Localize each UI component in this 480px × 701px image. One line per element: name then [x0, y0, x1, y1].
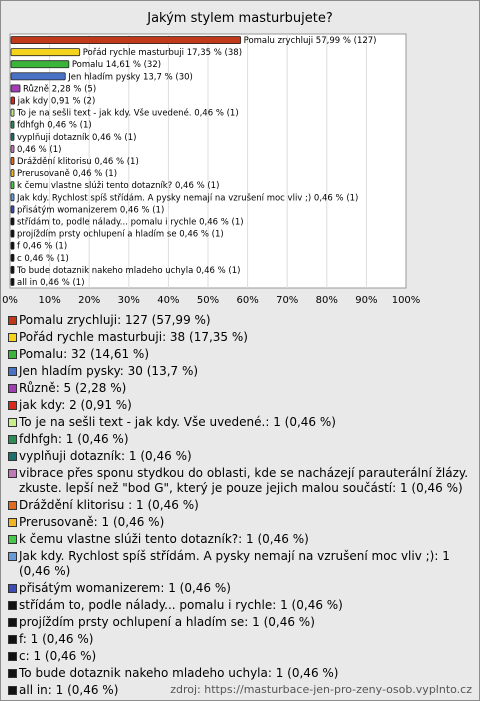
- bar-label: střídám to, podle nálady... pomalu i rychle 0,46 % (1): [17, 217, 244, 228]
- bar-label: c 0,46 % (1): [17, 253, 69, 264]
- x-tick-label: 30%: [117, 295, 140, 306]
- legend-swatch: [8, 367, 17, 376]
- legend-label: k čemu vlastne slúži tento dotazník?: 1 (0,46 %): [19, 532, 309, 546]
- x-tick-label: 40%: [157, 295, 180, 306]
- bar-label: Jen hladím pysky 13,7 % (30): [68, 72, 193, 83]
- bar: [11, 133, 14, 140]
- legend-label: střídám to, podle nálady... pomalu i rychle: 1 (0,46 %): [19, 598, 343, 612]
- legend-item: [8, 398, 474, 413]
- legend-item: [8, 532, 474, 547]
- legend-item: [8, 632, 474, 647]
- bar-label: projíždím prsty ochlupení a hladím se 0,46 % (1): [17, 229, 224, 240]
- legend-item: [8, 432, 474, 447]
- legend-swatch: [8, 686, 17, 695]
- x-tick-label: 70%: [276, 295, 299, 306]
- legend-label: all in: 1 (0,46 %): [19, 683, 119, 697]
- legend-swatch: [8, 584, 17, 593]
- bar: [11, 109, 14, 116]
- legend-item: [8, 649, 474, 664]
- legend-swatch: [8, 552, 17, 561]
- bar: [11, 182, 14, 189]
- legend-swatch: [8, 652, 17, 661]
- bar: [11, 37, 241, 44]
- bar-label: Pořád rychle masturbuji 17,35 % (38): [82, 48, 243, 59]
- legend-swatch: [8, 635, 17, 644]
- legend-label: fdhfgh: 1 (0,46 %): [19, 432, 129, 446]
- x-tick-label: 0%: [2, 295, 18, 306]
- legend-swatch: [8, 501, 17, 510]
- bar: [11, 73, 65, 80]
- bar-label: jak kdy 0,91 % (2): [17, 96, 96, 107]
- legend-label: To je na sešli text - jak kdy. Vše uvedené.: 1 (0,46 %): [19, 415, 336, 429]
- bar: [11, 230, 14, 237]
- source-footer: zdroj: https://masturbace-jen-pro-zeny-osob.vyplnto.cz: [170, 683, 472, 696]
- legend-item: [8, 615, 474, 630]
- bar-label: vyplňuji dotazník 0,46 % (1): [17, 132, 137, 143]
- legend-label: Jak kdy. Rychlost spíš střídám. A pysky nemají na vzrušení moc vliv ;): 1 (0,46 %): [19, 549, 450, 578]
- legend-label: přisátým womanizerem: 1 (0,46 %): [19, 581, 231, 595]
- x-tick-label: 20%: [78, 295, 101, 306]
- legend-label: Pořád rychle masturbuji: 38 (17,35 %): [19, 330, 248, 344]
- x-tick-label: 100%: [391, 295, 421, 306]
- legend-swatch: [8, 333, 17, 342]
- bar: [11, 206, 14, 213]
- legend-label: Pomalu zrychluji: 127 (57,99 %): [19, 313, 211, 327]
- legend-swatch: [8, 452, 17, 461]
- legend-swatch: [8, 384, 17, 393]
- bar: [11, 242, 14, 249]
- bar: [11, 254, 14, 261]
- bar-label: f 0,46 % (1): [17, 241, 68, 252]
- legend-item: [8, 515, 474, 530]
- legend-item: [8, 381, 474, 396]
- legend-swatch: [8, 401, 17, 410]
- bar-label: k čemu vlastne slúži tento dotazník? 0,46 % (1): [17, 181, 220, 192]
- legend-item: [8, 498, 474, 513]
- bar: [11, 121, 14, 128]
- x-tick-label: 60%: [236, 295, 259, 306]
- bar-label: Pomalu zrychluji 57,99 % (127): [243, 36, 377, 47]
- legend-swatch: [8, 350, 17, 359]
- bar: [11, 278, 14, 285]
- bar-label: Jak kdy. Rychlost spíš střídám. A pysky nemají na vzrušení moc vliv ;) 0,46 % (1): [17, 193, 359, 204]
- legend-label: Pomalu: 32 (14,61 %): [19, 347, 150, 361]
- legend-item: [8, 598, 474, 613]
- legend-swatch: [8, 469, 17, 478]
- legend-label: Různě: 5 (2,28 %): [19, 381, 127, 395]
- x-tick-label: 90%: [355, 295, 378, 306]
- legend-label: c: 1 (0,46 %): [19, 649, 97, 663]
- x-tick-label: 80%: [315, 295, 338, 306]
- legend-item: [8, 549, 474, 579]
- legend-item: [8, 364, 474, 379]
- legend-item: [8, 313, 474, 328]
- legend-item: [8, 581, 474, 596]
- legend-item: [8, 347, 474, 362]
- bar: [11, 170, 14, 177]
- legend: [8, 313, 474, 700]
- legend-label: projíždím prsty ochlupení a hladím se: 1 (0,46 %): [19, 615, 315, 629]
- legend-item: [8, 415, 474, 430]
- bar-label: přisátým womanizerem 0,46 % (1): [17, 205, 165, 216]
- legend-swatch: [8, 669, 17, 678]
- legend-item: [8, 466, 474, 496]
- bar: [11, 157, 14, 164]
- bar-label: Prerusovaně 0,46 % (1): [17, 169, 118, 180]
- legend-label: vibrace přes sponu stydkou do oblasti, kde se nacházejí parauterální žlázy. zkuste. lepší než "bod G", který je pouze jejich malou součástí: 1 (0,46 %): [19, 466, 469, 495]
- bar-label: all in 0,46 % (1): [17, 277, 85, 288]
- legend-swatch: [8, 435, 17, 444]
- bar-label: Pomalu 14,61 % (32): [71, 60, 162, 71]
- bar: [11, 145, 14, 152]
- legend-swatch: [8, 518, 17, 527]
- legend-label: Jen hladím pysky: 30 (13,7 %): [19, 364, 199, 378]
- bar-label: To bude dotaznik nakeho mladeho uchyla 0,46 % (1): [17, 265, 241, 276]
- bar-label: To je na sešli text - jak kdy. Vše uvedené. 0,46 % (1): [17, 108, 239, 119]
- legend-item: [8, 666, 474, 681]
- bar-label: Dráždění klitorisu 0,46 % (1): [17, 157, 139, 167]
- bar-label: 0,46 % (1): [17, 144, 62, 155]
- legend-item: [8, 330, 474, 345]
- legend-label: Prerusovaně: 1 (0,46 %): [19, 515, 165, 529]
- bar: [11, 49, 80, 56]
- legend-label: vyplňuji dotazník: 1 (0,46 %): [19, 449, 192, 463]
- legend-swatch: [8, 418, 17, 427]
- legend-swatch: [8, 618, 17, 627]
- bar: [11, 85, 20, 92]
- legend-label: jak kdy: 2 (0,91 %): [19, 398, 132, 412]
- bar: [11, 218, 14, 225]
- bar: [11, 97, 15, 104]
- x-tick-label: 50%: [196, 295, 220, 306]
- legend-swatch: [8, 601, 17, 610]
- bar: [11, 61, 69, 68]
- legend-swatch: [8, 535, 17, 544]
- legend-label: To bude dotaznik nakeho mladeho uchyla: 1 (0,46 %): [19, 666, 339, 680]
- bar-label: Různě 2,28 % (5): [23, 84, 97, 95]
- legend-label: f: 1 (0,46 %): [19, 632, 94, 646]
- bar-chart: [0, 0, 480, 310]
- legend-label: Dráždění klitorisu : 1 (0,46 %): [19, 498, 199, 512]
- bar: [11, 266, 14, 273]
- x-tick-label: 10%: [38, 295, 61, 306]
- legend-swatch: [8, 316, 17, 325]
- legend-item: [8, 449, 474, 464]
- chart-title: Jakým stylem masturbujete?: [147, 11, 333, 26]
- bar: [11, 194, 14, 201]
- bar-label: fdhfgh 0,46 % (1): [17, 120, 92, 131]
